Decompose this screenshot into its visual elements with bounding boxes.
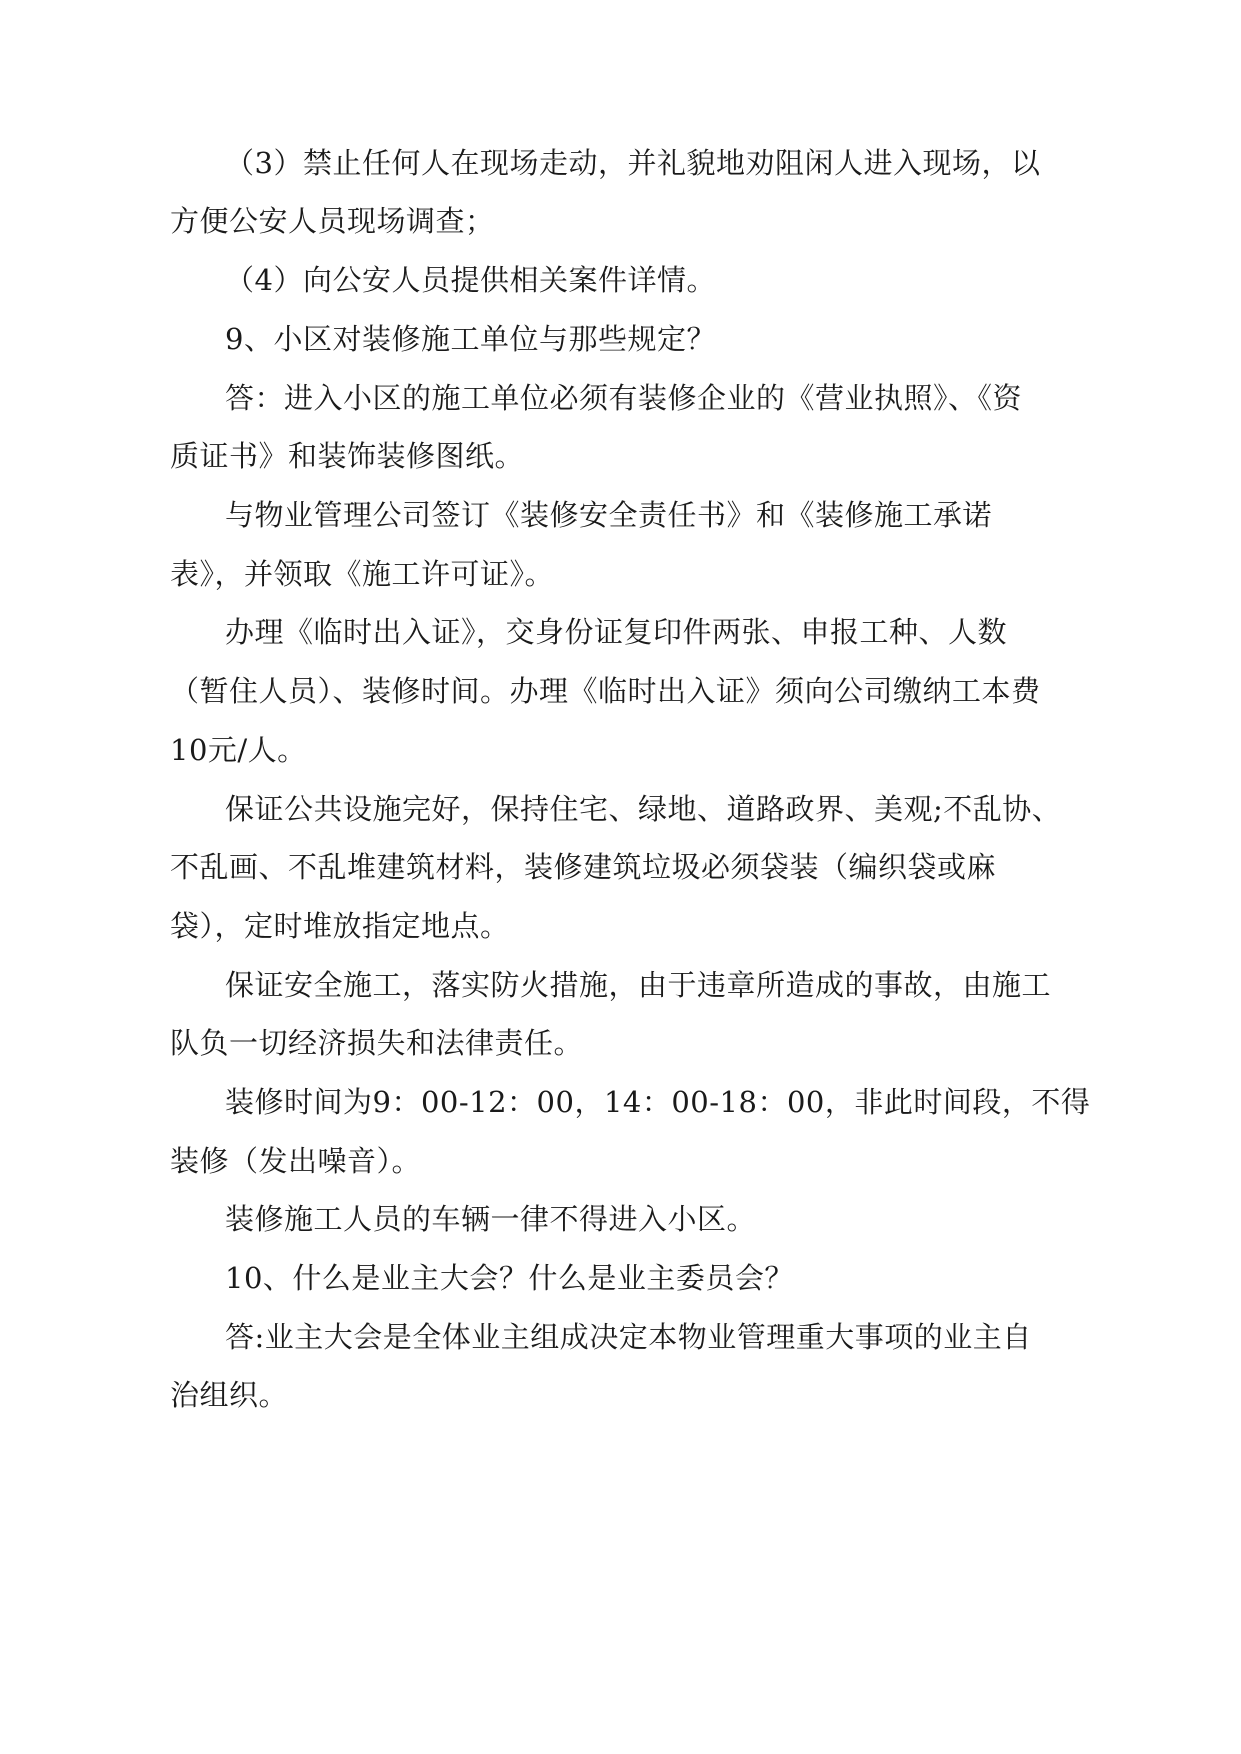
text-line: 治组织。: [170, 1378, 289, 1412]
text-line: 装修施工人员的车辆一律不得进入小区。: [225, 1202, 757, 1236]
text-line: 9、小区对装修施工单位与那些规定？: [225, 322, 716, 356]
text-line: 袋），定时堆放指定地点。: [170, 909, 510, 943]
text-line: 表》，并领取《施工许可证》。: [170, 557, 555, 591]
text-line: （4）向公安人员提供相关案件详情。: [225, 263, 716, 297]
text-line: 10元/人。: [170, 733, 307, 767]
text-line: 装修时间为9：00-12：00，14：00-18：00，非此时间段，不得: [225, 1085, 1091, 1119]
text-line: 队负一切经济损失和法律责任。: [170, 1026, 584, 1060]
text-line: 办理《临时出入证》，交身份证复印件两张、申报工种、人数: [225, 615, 1008, 649]
text-line: 保证公共设施完好，保持住宅、绿地、道路政界、美观;不乱协、: [225, 792, 1062, 826]
text-line: 答：进入小区的施工单位必须有装修企业的《营业执照》、《资: [225, 381, 1023, 415]
text-line: 与物业管理公司签订《装修安全责任书》和《装修施工承诺: [225, 498, 993, 532]
text-line: 装修（发出噪音）。: [170, 1144, 422, 1178]
text-line: 方便公安人员现场调查；: [170, 204, 495, 238]
text-line: 保证安全施工，落实防火措施，由于违章所造成的事故，由施工: [225, 968, 1052, 1002]
text-line: 10、什么是业主大会？什么是业主委员会？: [225, 1261, 794, 1295]
text-line: 不乱画、不乱堆建筑材料，装修建筑垃圾必须袋装（编织袋或麻: [170, 850, 997, 884]
text-line: （暂住人员）、装修时间。办理《临时出入证》须向公司缴纳工本费: [170, 674, 1041, 708]
text-line: 答:业主大会是全体业主组成决定本物业管理重大事项的业主自: [225, 1320, 1032, 1354]
text-line: （3）禁止任何人在现场走动，并礼貌地劝阻闲人进入现场，以: [225, 146, 1041, 180]
text-line: 质证书》和装饰装修图纸。: [170, 439, 525, 473]
